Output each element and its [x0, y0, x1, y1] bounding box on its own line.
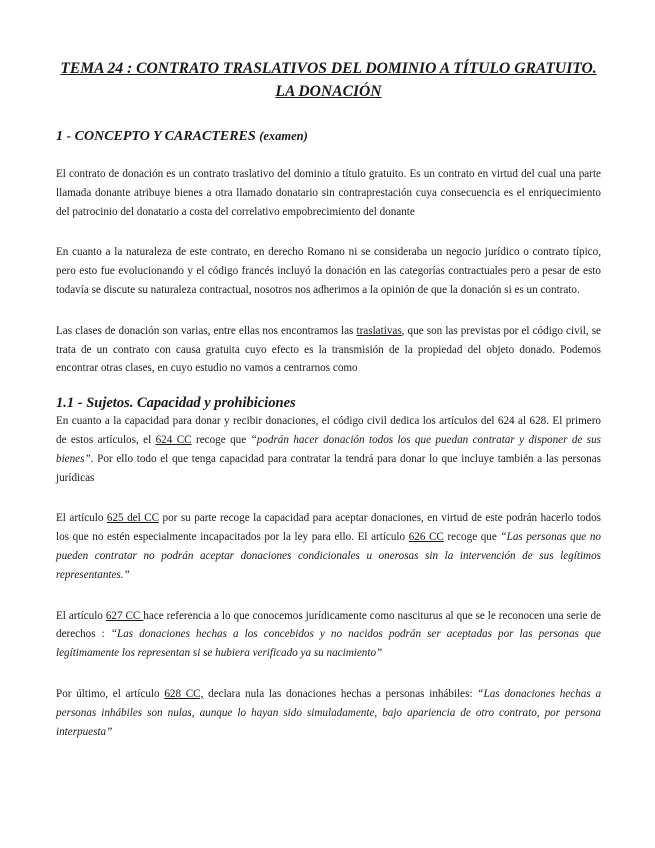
text-run: El artículo [56, 512, 107, 525]
text-run: El artículo [56, 609, 106, 622]
paragraph-inhabiles [56, 685, 601, 741]
paragraph-naturaleza: En cuanto a la naturaleza de este contrato, en derecho Romano ni se consideraba un negocio jurídico o contrato típico, pero esto fue evolucionando y el código francés incluyó la donación en las categorías contractuales pero a pesar de esto todavía se discute su naturaleza contractual, nosotros nos adherimos a la opinión de que la donación si es un contrato. [56, 246, 601, 296]
text-run: por su parte recoge la capacidad para aceptar donaciones, en virtud de este podrán hacerlo todos los que no estén especialmente incapacitados por la ley para ello. El artículo [56, 512, 601, 544]
paragraph-definicion: El contrato de donación es un contrato traslativo del dominio a título gratuito. Es un contrato en virtud del cual una parte llamada donante atribuye bienes a otra llamado donatario sin contraprestación cuya consecuencia es el enriquecimiento del patrocinio del donatario a costa del correlativo empobrecimiento del donante [56, 168, 601, 218]
text-run: recoge que [443, 531, 501, 544]
quote-624: “podrán hacer donación todos los que puedan contratar y disponer de sus bienes” [56, 433, 601, 465]
article-ref-625: 625 del CC [106, 512, 160, 525]
term-traslativas: traslativas [356, 324, 402, 337]
subsection-heading-sujetos: 1.1 - Sujetos. Capacidad y prohibiciones [56, 395, 296, 412]
document-title [56, 57, 601, 103]
paragraph-clases [56, 322, 601, 378]
article-ref-626: 626 CC [408, 531, 444, 544]
paragraph-nasciturus [56, 607, 601, 663]
article-ref-628: 628 CC, [164, 687, 204, 700]
section-heading-text: 1 - CONCEPTO Y CARACTERES [56, 129, 256, 144]
text-run: . Por ello todo el que tenga capacidad para contratar la tendrá para donar lo que incluye también a las personas jurídicas [56, 452, 601, 484]
title-line-2: LA DONACIÓN [275, 83, 382, 100]
paragraph-capacidad-aceptar [56, 509, 601, 584]
text-run: Las clases de donación son varias, entre ellas nos encontramos las [56, 324, 357, 337]
title-line-1: TEMA 24 : CONTRATO TRASLATIVOS DEL DOMINIO A TÍTULO GRATUITO. [60, 60, 597, 77]
document-page [56, 57, 601, 741]
quote-628: “Las donaciones hechas a personas inhábiles son nulas, aunque lo hayan sido simuladamente, bajo apariencia de otro contrato, por persona interpuesta” [56, 687, 602, 738]
text-run: , que son las previstas por el código civil, se trata de un contrato con causa gratuita cuyo efecto es la transmisión de la propiedad del objeto donado. Podemos encontrar otras clases, en cuyo estudio no vamos a centrarnos como [56, 324, 602, 375]
section-heading-concepto [56, 127, 601, 146]
text-run: Por último, el artículo [56, 687, 165, 700]
text-run: recoge que [191, 433, 251, 446]
article-ref-627: 627 CC [105, 609, 144, 622]
text-run: declara nula las donaciones hechas a personas inhábiles: [203, 687, 478, 700]
quote-627: “Las donaciones hechas a los concebidos y no nacidos podrán ser aceptadas por las personas que legítimamente los representan si se hubiera verificado ya su nacimiento” [56, 628, 601, 660]
quote-626: “Las personas que no pueden contratar no podrán aceptar donaciones condicionales u onerosas sin la intervención de sus legítimos representantes.” [56, 531, 601, 581]
section-heading-note: (examen) [259, 129, 308, 143]
text-run: hace referencia a lo que conocemos jurídicamente como nasciturus al que se le reconocen una serie de derechos : [56, 609, 601, 641]
article-ref-624: 624 CC [155, 433, 192, 446]
text-run: En cuanto a la capacidad para donar y recibir donaciones, el código civil dedica los artículos del 624 al 628. El primero de estos artículos, el [56, 415, 601, 446]
paragraph-capacidad-donar [56, 412, 601, 487]
